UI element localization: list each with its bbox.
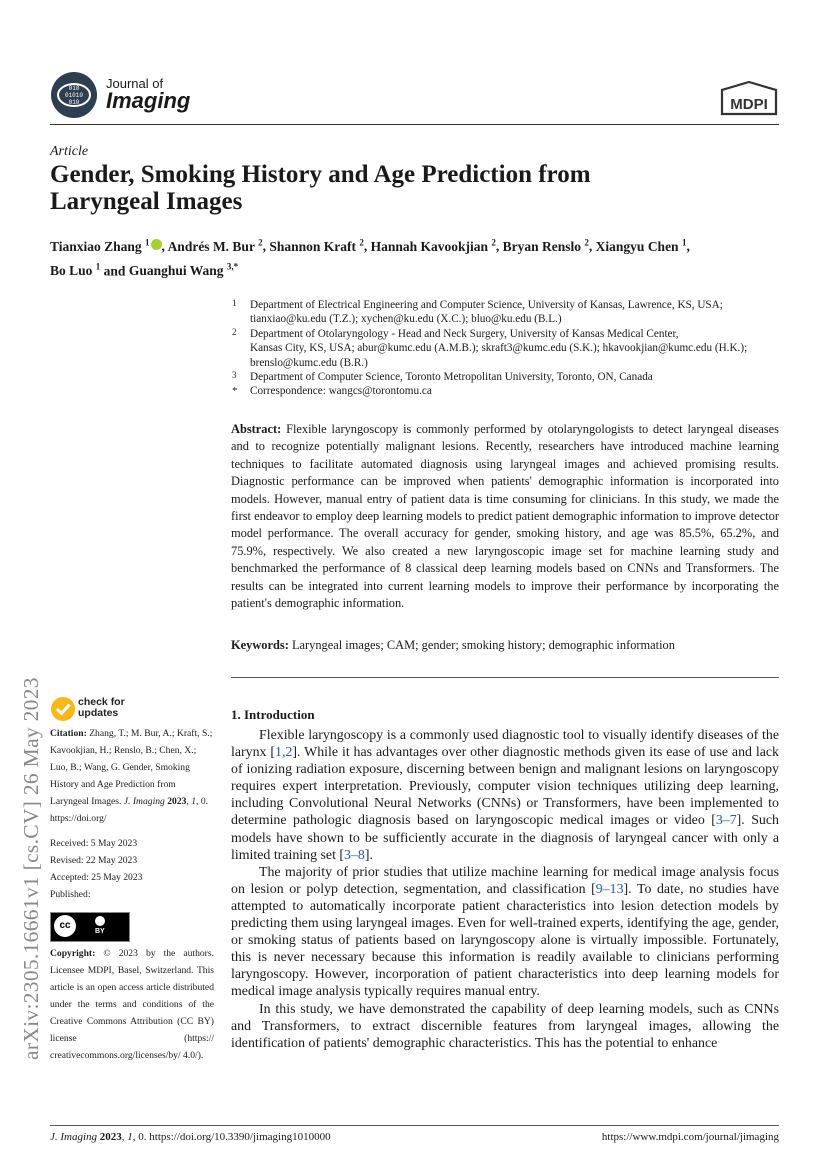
cc-by-badge[interactable]	[50, 912, 130, 942]
author-affil-sup: 2	[258, 237, 263, 247]
affiliation-number: 1	[232, 298, 237, 308]
paper-title: Gender, Smoking History and Age Prediction from Laryngeal Images	[50, 161, 591, 215]
author-affil-sup: 1	[95, 261, 101, 272]
journal-name: Imaging	[106, 88, 191, 113]
author-affil-sup: 2	[584, 237, 589, 247]
author-name: Shannon Kraft $^2$	[269, 237, 364, 254]
journal-of-label: Journal of	[106, 76, 164, 91]
header-rule	[50, 124, 779, 125]
intro-body	[231, 727, 779, 1052]
orcid-icon[interactable]	[151, 239, 162, 250]
footer-doi: , 0. https://doi.org/10.3390/jimaging1010000	[132, 1131, 331, 1143]
keywords-label: Keywords:	[231, 638, 289, 652]
author-name: Bo Luo $^1$	[50, 261, 101, 278]
author-affil-sup: 1	[681, 237, 687, 247]
affiliation-line: Kansas City, KS, USA; abur@kumc.edu (A.M.B.); skraft3@kumc.edu (S.K.); hkavookjian@kumc.edu (H.K.);	[250, 342, 748, 355]
abstract-text: Flexible laryngoscopy is commonly performed by otolaryngologists to detect laryngeal diseases and to recognize potentially malignant lesions. Recently, researchers have introduced machine learning techniques to facilitate automated diagnosis using laryngeal images and achieved promising results. Diagnostic performance can be improved when patients' demographic information is incorporated into models. However, manual entry of patient data is time consuming for clinicians. In this study, we made the first endeavor to employ deep learning models to predict patient demographic information to improve detector model performance. The overall accuracy for gender, smoking history, and age was 85.5%, 65.2%, and 75.9%, respectively. We also created a new laryngoscopic image set for machine learning study and benchmarked the performance of 8 classical deep learning models based on CNNs and Transformers. The results can be integrated into current learning models to improve their performance by incorporating the patient's demographic information.	[231, 422, 779, 611]
footer-rule	[50, 1125, 779, 1126]
affiliation-line: Department of Otolaryngology - Head and Neck Surgery, University of Kansas Medical Center,	[250, 327, 679, 340]
footer-journal-url[interactable]: https://www.mdpi.com/journal/jimaging	[601, 1131, 779, 1143]
dates-block	[50, 835, 214, 903]
body-paragraph: In this study, we have demonstrated the capability of deep learning models, such as CNNs and Transformers, to extract discernible features from laryngeal images, allowing the identification of patients' demographic characteristics. This has the potential to enhance	[231, 1001, 779, 1051]
author-name: Hannah Kavookjian $^2$	[370, 237, 496, 254]
author-name: Guanghui Wang $^{3,*}$	[128, 261, 239, 278]
cc-icon: cc	[54, 915, 76, 937]
article-type: Article	[50, 144, 89, 159]
affiliation-item	[232, 384, 780, 398]
affiliation-line: brenslo@kumc.edu (B.R.)	[250, 356, 368, 369]
svg-text:010: 010	[68, 85, 80, 92]
keywords-text: Laryngeal images; CAM; gender; smoking history; demographic information	[291, 638, 675, 652]
affiliation-item	[232, 370, 780, 384]
footer-citation: J. Imaging 2023, 1, 0. https://doi.org/10.3390/jimaging1010000	[50, 1131, 331, 1143]
author-name: Xiangyu Chen $^1$	[595, 237, 687, 254]
published-date: Published:	[50, 889, 91, 900]
footer-journal: J. Imaging	[50, 1131, 98, 1143]
citation-link[interactable]: 9–13	[595, 881, 624, 897]
citation-block: Citation: Zhang, T.; M. Bur, A.; Kraft, S.; Kavookjian, H.; Renslo, B.; Chen, X.; Luo, B.; Wang, G. Gender, Smoking History and Age Prediction from Laryngeal Images. J. Imaging 2023, 1, 0. https://doi.org/	[50, 728, 213, 824]
affiliation-number: 3	[232, 370, 237, 381]
check-label-2: updates	[78, 707, 119, 719]
copyright-label: Copyright:	[50, 948, 96, 959]
affiliation-line: Department of Computer Science, Toronto Metropolitan University, Toronto, ON, Canada	[250, 371, 653, 384]
body-paragraph: Flexible laryngoscopy is a commonly used diagnostic tool to visually identify diseases of the larynx [1,2]. While it has advantages over other diagnostic methods given its ease of use and lack of ionizing radiation exposure, discerning between benign and malignant lesions on laryngoscopy requires expert interpretation. Previously, computer vision techniques utilizing deep learning, including Convolutional Neural Networks (CNNs) or Transformers, have been implemented to determine pathologic diagnosis based on laryngoscopic medical images or video [3–7]. Such models have shown to be sufficiently accurate in the diagnosis of laryngeal cancer with only a limited training set [3–8].	[231, 728, 780, 863]
abstract-label: Abstract:	[231, 422, 282, 436]
check-updates-icon	[50, 696, 76, 722]
author-name: Tianxiao Zhang $^1$	[50, 239, 162, 254]
author-affil-sup: 2	[359, 237, 364, 247]
citation-text: Zhang, T.; M. Bur, A.; Kraft, S.; Kavookjian, H.; Renslo, B.; Chen, X.; Luo, B.; Wang, G. Gender, Smoking History and Age Prediction from Laryngeal Images.	[50, 728, 213, 807]
footer-year: 2023	[99, 1131, 122, 1143]
accepted-date: Accepted: 25 May 2023	[50, 872, 143, 883]
citation-label: Citation:	[50, 728, 87, 739]
citation-vol: 1	[191, 796, 197, 807]
person-icon	[95, 916, 105, 926]
author-name: Bryan Renslo $^2$	[502, 237, 589, 254]
affiliation-line: tianxiao@ku.edu (T.Z.); xychen@ku.edu (X.C.); bluo@ku.edu (B.L.)	[250, 313, 562, 326]
affiliations	[232, 298, 780, 399]
journal-logo	[50, 71, 98, 119]
affiliation-line: Correspondence: wangcs@torontomu.ca	[250, 385, 432, 398]
section-heading: 1. Introduction	[231, 707, 315, 722]
affiliation-item	[232, 326, 780, 370]
author-list: Tianxiao Zhang $^1$ , Andrés M. Bur $^2$, Shannon Kraft $^2$, Hannah Kavookjian $^2$, Bryan Renslo $^2$, Xiangyu Chen $^1$, Bo Luo $^1$ and Guanghui Wang $^{3,*}$	[50, 237, 690, 278]
abstract-rule	[231, 677, 779, 678]
mdpi-logo-icon	[718, 80, 780, 118]
body-paragraph: The majority of prior studies that utilize machine learning for medical image analysis focus on lesion or polyp detection, segmentation, and classification [9–13]. To date, no studies have attempted to automatically incorporate patient characteristics into lesion detection models by predicting them using laryngeal images. Even for well-trained experts, identifying the age, gender, or smoking status of patients based on laryngoscopy alone is virtually impossible. Fortunately, this is never necessary because this information is readily available to clinicians performing laryngoscopy. However, incorporation of patient characteristics into deep learning models for medical image analysis typically requires manual entry.	[231, 864, 779, 1000]
copyright-text: © 2023 by the authors. Licensee MDPI, Basel, Switzerland. This article is an open access article distributed under the terms and conditions of the Creative Commons Attribution (CC BY) license (https:// creativecommons.org/licenses/by/ 4.0/).	[50, 948, 215, 1061]
revised-date: Revised: 22 May 2023	[50, 855, 138, 866]
citation-link[interactable]: 1,2	[275, 745, 293, 761]
citation-rest: , 0. https://doi.org/	[50, 796, 209, 824]
citation-link[interactable]: 3–7	[715, 813, 737, 829]
copyright-block	[50, 945, 214, 1064]
abstract	[231, 421, 779, 612]
author-affil-sup: 3,*	[226, 261, 239, 272]
author-affil-sup: 2	[491, 237, 496, 247]
author-affil-sup: 1	[145, 237, 150, 247]
received-date: Received: 5 May 2023	[50, 838, 138, 849]
affiliation-item	[232, 298, 780, 327]
by-label: BY	[95, 928, 105, 935]
affiliation-number: 2	[232, 326, 237, 337]
affiliation-number: *	[232, 385, 238, 398]
arxiv-stamp: arXiv:2305.16661v1 [cs.CV] 26 May 2023	[19, 677, 43, 1060]
mdpi-logo	[718, 80, 780, 123]
citation-journal: J. Imaging	[123, 796, 165, 807]
check-label-1: check for	[78, 696, 125, 708]
author-name: Andrés M. Bur $^2$	[167, 237, 263, 254]
citation-year: 2023	[167, 796, 187, 807]
imaging-logo-icon	[50, 71, 98, 119]
citation-link[interactable]: 3–8	[344, 847, 365, 863]
affiliation-line: Department of Electrical Engineering and Computer Science, University of Kansas, Lawrence, KS, USA;	[250, 299, 723, 311]
svg-text:01010: 01010	[64, 92, 84, 99]
footer-vol: 1	[127, 1131, 133, 1143]
svg-text:MDPI: MDPI	[730, 96, 768, 113]
svg-text:010: 010	[68, 99, 80, 106]
check-for-updates[interactable]	[50, 696, 150, 724]
keywords	[231, 637, 779, 654]
